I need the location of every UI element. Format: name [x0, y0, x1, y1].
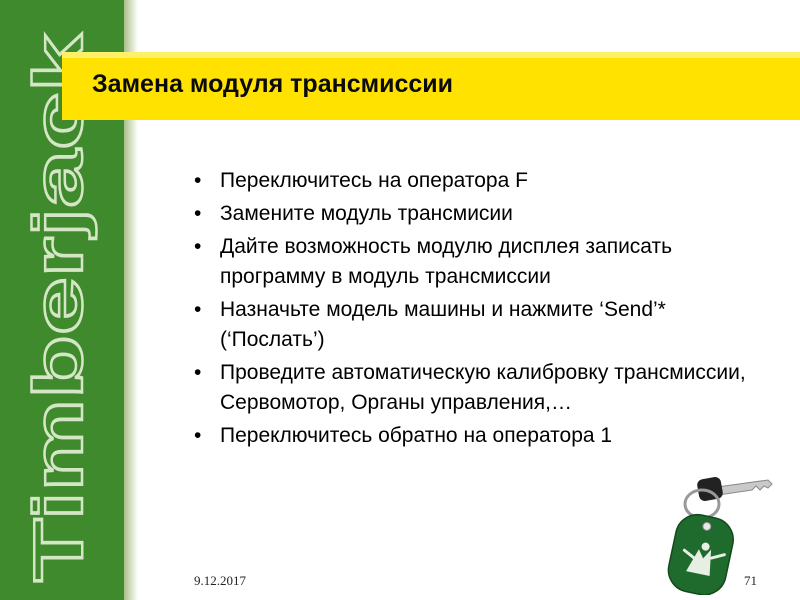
bullet-item: • Проведите автоматическую калибровку трансмиссии, Сервомотор, Органы управления,…: [194, 358, 754, 418]
bullet-item: • Переключитесь обратно на оператора 1: [194, 421, 754, 451]
bullet-list: [194, 166, 754, 454]
footer-date: 9.12.2017: [194, 573, 246, 588]
timberjack-logo-text: Timberjack: [19, 213, 97, 582]
bullet-item: • Замените модуль трансмисии: [194, 199, 754, 229]
bullet-item: • Назначьте модель машины и нажмите ‘Send’* (‘Послать’): [194, 295, 754, 355]
bullet-item: • Дайте возможность модулю дисплея записать программу в модуль трансмиссии: [194, 232, 754, 292]
key-fob-icon: [640, 470, 780, 595]
page-number: 71: [744, 573, 757, 588]
bullet-item: • Переключитесь на оператора F: [194, 166, 754, 196]
title-band-highlight: [62, 52, 800, 58]
slide-title: Замена модуля трансмиссии: [92, 70, 454, 98]
